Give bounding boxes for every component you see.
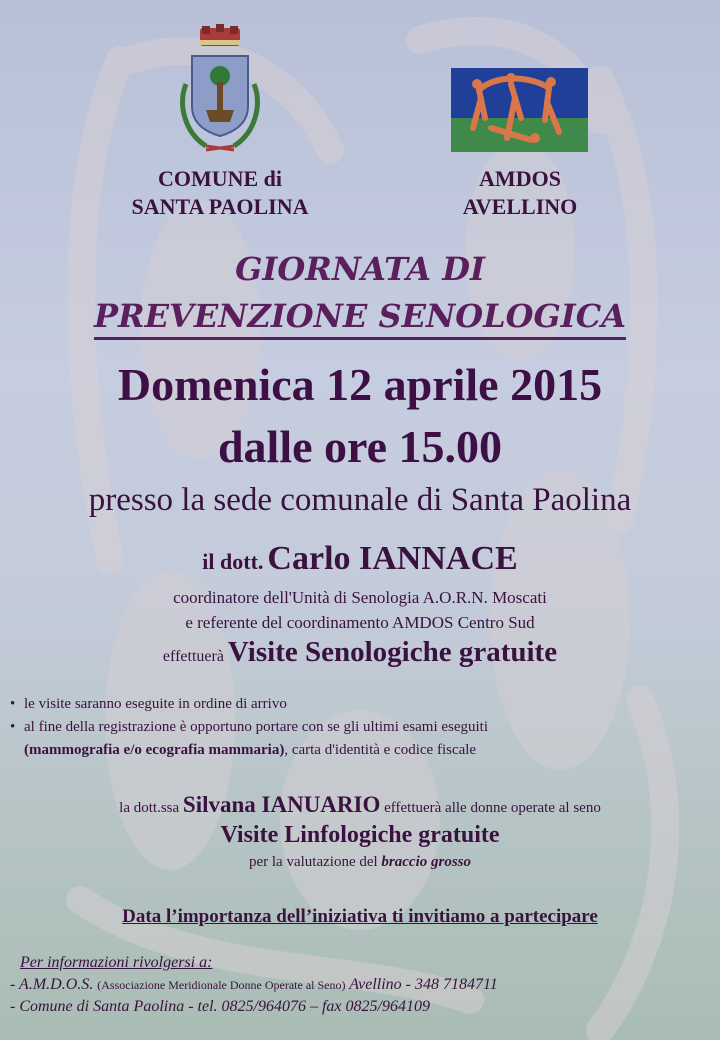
event-place: presso la sede comunale di Santa Paolina bbox=[88, 482, 632, 518]
doctor2-detail: per la valutazione del braccio grosso bbox=[248, 854, 472, 870]
doctor2-name: Silvana IANUARIO bbox=[182, 792, 381, 817]
note-item: • al fine della registrazione è opportuno portare con se gli ultimi esami eseguiti bbox=[10, 716, 710, 739]
comune-line2: SANTA PAOLINA bbox=[131, 194, 309, 219]
doctor1-action bbox=[0, 636, 720, 669]
event-time: dalle ore 15.00 bbox=[217, 421, 503, 472]
doctor1-role-line1: coordinatore dell'Unità di Senologia A.O.R.N. Moscati bbox=[173, 588, 547, 607]
note-item-continuation: (mammografia e/o ecografia mammaria), carta d'identità e codice fiscale bbox=[24, 742, 477, 758]
comune-line1: COMUNE di bbox=[157, 166, 283, 191]
note-item: • le visite saranno eseguite in ordine di arrivo bbox=[10, 693, 710, 716]
doctor2-prefix: la dott.ssa bbox=[119, 800, 180, 816]
doctor2-heading bbox=[0, 792, 720, 818]
contact-line-amdos: - A.M.D.O.S. (Associazione Meridionale Donne Operate al Seno) Avellino - 348 7184711 bbox=[10, 976, 498, 993]
contact-line-comune: - Comune di Santa Paolina - tel. 0825/964076 – fax 0825/964109 bbox=[10, 998, 430, 1015]
notes-list bbox=[10, 693, 710, 762]
invitation-text: Data l’importanza dell’iniziativa ti invitiamo a partecipare bbox=[122, 906, 598, 927]
amdos-line2: AVELLINO bbox=[462, 194, 578, 219]
doctor1-name: Carlo IANNACE bbox=[267, 540, 518, 577]
doctor1-action-prefix: effettuerà bbox=[162, 648, 224, 665]
comune-name bbox=[100, 165, 340, 221]
event-title-line2: PREVENZIONE SENOLOGICA bbox=[0, 297, 720, 335]
doctor1-role-line2: e referente del coordinamento AMDOS Centro Sud bbox=[185, 613, 535, 632]
doctor1-heading bbox=[0, 540, 720, 578]
bullet-icon: • bbox=[10, 719, 16, 735]
event-title-line1: GIORNATA DI bbox=[235, 250, 485, 288]
doctor2-detail-emphasis: braccio grosso bbox=[381, 854, 472, 870]
bullet-icon: • bbox=[10, 696, 16, 712]
comune-crest-emblem bbox=[172, 24, 268, 160]
amdos-line1: AMDOS bbox=[479, 166, 561, 191]
contact-heading: Per informazioni rivolgersi a: bbox=[20, 954, 213, 971]
doctor2-action: Visite Linfologiche gratuite bbox=[220, 822, 500, 848]
doctor1-prefix: il dott. bbox=[202, 549, 264, 574]
doctor2-role: effettuerà alle donne operate al seno bbox=[384, 800, 601, 816]
doctor1-action-text: Visite Senologiche gratuite bbox=[227, 636, 558, 668]
contact-info bbox=[10, 952, 715, 1018]
dance-painting-image bbox=[451, 68, 588, 152]
event-date: Domenica 12 aprile 2015 bbox=[117, 359, 603, 410]
amdos-name bbox=[430, 165, 610, 221]
